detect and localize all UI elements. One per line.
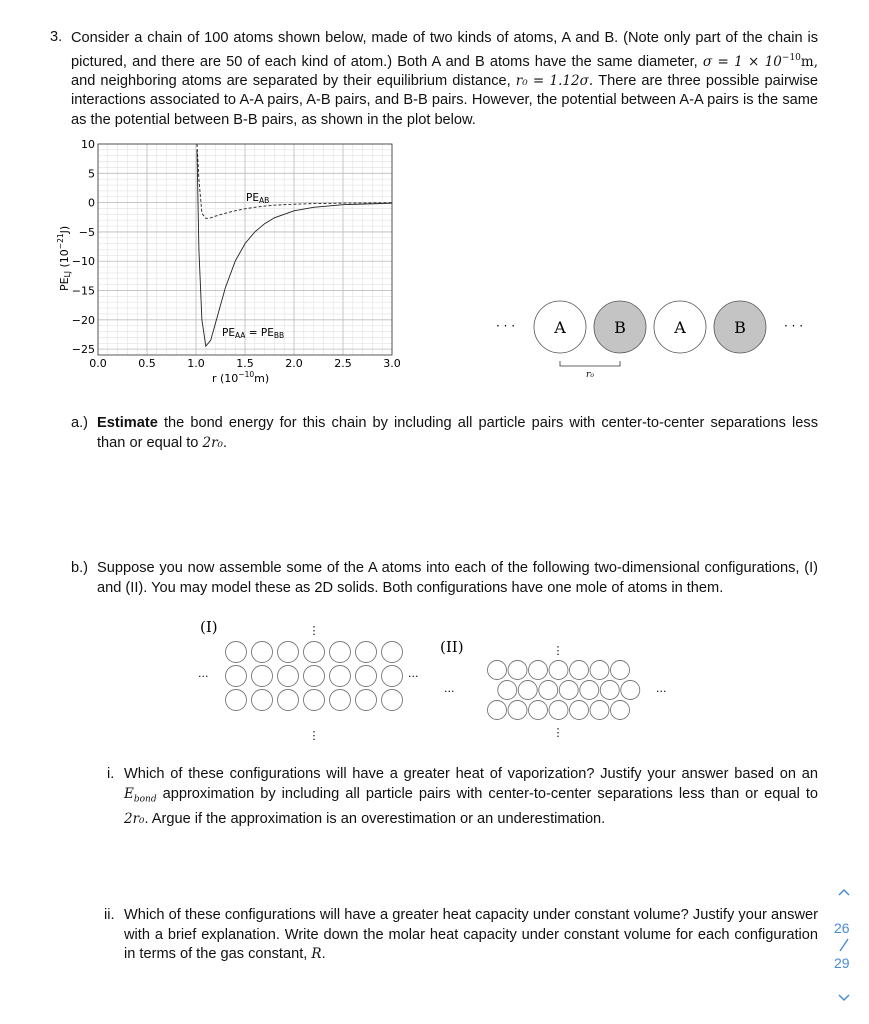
config-II-dots-left: ··· xyxy=(444,685,455,698)
y-axis-label: PELJ $(10^{-21}J)$ xyxy=(56,225,72,291)
chain-ellipsis-left: · · · xyxy=(496,319,516,333)
atom-2 xyxy=(594,301,646,353)
atom-circle xyxy=(529,661,548,680)
r0-equation: r₀ = 1.12σ. xyxy=(515,72,594,89)
page-current: 26 xyxy=(834,920,850,936)
x-tick-label: 1.5 xyxy=(236,357,254,370)
hex-lattice xyxy=(488,661,640,720)
y-tick-label: −5 xyxy=(78,225,95,239)
atom-3 xyxy=(654,301,706,353)
intro-text-1: Consider a chain of 100 atoms shown below, made of two kinds of atoms, A and B. (Note only part of the chain is pictured, and there are 50 of each kind of atom.) Both A and B atoms have the same diameter, xyxy=(71,30,818,70)
atom-circle xyxy=(252,642,273,663)
atom-circle xyxy=(356,666,377,687)
svg-text:B: B xyxy=(734,318,746,337)
annotation-pe-aa-bb: PEAA = PEBB xyxy=(222,327,285,340)
atom-circle xyxy=(508,661,527,680)
atom-circle xyxy=(304,642,325,663)
atom-circle xyxy=(356,642,377,663)
r0-bracket xyxy=(560,361,620,366)
chevron-down-icon xyxy=(837,993,851,1003)
atom-circle xyxy=(226,642,247,663)
atom-circle xyxy=(518,681,537,700)
config-I-dots-left: ··· xyxy=(198,670,209,683)
config-I-dots-bottom: ⋮ xyxy=(308,729,320,742)
atom-1 xyxy=(534,301,586,353)
potential-chart xyxy=(50,133,410,385)
atom-circle xyxy=(611,701,630,720)
atom-circle xyxy=(539,681,558,700)
x-axis-label: r $(10^{-10}m)$ xyxy=(212,370,270,385)
intro-text-2: and neighboring atoms are separated by their equilibrium distance, xyxy=(71,72,511,89)
atom-circle xyxy=(488,661,507,680)
y-tick-label: 0 xyxy=(88,196,95,210)
y-tick-label: 5 xyxy=(88,167,95,181)
config-I-dots-right: ··· xyxy=(408,670,419,683)
page-up-button[interactable] xyxy=(836,884,852,898)
atom-circle xyxy=(356,690,377,711)
atom-circle xyxy=(508,701,527,720)
atom-circle xyxy=(498,681,517,700)
atom-circle xyxy=(278,690,299,711)
part-a-end: . xyxy=(222,434,228,451)
configurations-figure xyxy=(190,608,690,750)
atom-circle xyxy=(611,661,630,680)
chart-y-ticks xyxy=(72,138,95,356)
atom-circle xyxy=(304,690,325,711)
atom-circle xyxy=(488,701,507,720)
sigma-exponent: −10 xyxy=(781,52,801,63)
atom-circle xyxy=(252,666,273,687)
chain-figure xyxy=(488,295,818,380)
atom-circle xyxy=(330,690,351,711)
part-ii-body-2: . xyxy=(321,946,326,962)
x-tick-label: 3.0 xyxy=(383,357,401,370)
part-i-ebond: $E_{bond}$ xyxy=(124,785,157,805)
atom-circle xyxy=(226,690,247,711)
part-a-bold: Estimate xyxy=(97,415,158,431)
part-i-label: i. xyxy=(107,766,115,782)
chevron-up-icon xyxy=(837,887,851,897)
atom-circle xyxy=(570,661,589,680)
atom-circle xyxy=(382,690,403,711)
part-b-label: b.) xyxy=(71,560,89,576)
part-ii-body-1: Which of these configurations will have a greater heat capacity under constant volume? Justify your answer with a brief explanation. Write down the molar heat capacity under constant volume for each configuration in terms of the gas constant, xyxy=(124,907,818,962)
intro-text-3: There are three possible pairwise interactions associated to A-A pairs, A-B pairs, and B-B pairs. However, the potential between A-A pairs is the same as the potential between B-B pairs, as shown in the plot below. xyxy=(71,72,819,128)
atom-circle xyxy=(621,681,640,700)
atom-circle xyxy=(278,666,299,687)
config-II-dots-top: ⋮ xyxy=(552,644,564,657)
part-ii-text xyxy=(124,906,818,965)
y-tick-label: −25 xyxy=(71,343,95,357)
atom-circle xyxy=(600,681,619,700)
atom-circle xyxy=(278,642,299,663)
part-a-math: 2r₀ xyxy=(202,434,223,451)
atom-circle xyxy=(580,681,599,700)
x-tick-label: 2.5 xyxy=(334,357,352,370)
problem-number: 3. xyxy=(50,29,63,45)
page-down-button[interactable] xyxy=(836,990,852,1004)
annotation-pe-ab: PEAB xyxy=(246,192,270,205)
atom-circle xyxy=(549,701,568,720)
problem-intro xyxy=(71,29,818,130)
part-i-body-1: Which of these configurations will have a greater heat of vaporization? Justify your answer based on an xyxy=(124,766,818,782)
part-a-text xyxy=(97,414,818,453)
part-ii-label: ii. xyxy=(104,907,115,923)
atom-circle xyxy=(252,690,273,711)
config-II-dots-right: ··· xyxy=(656,685,667,698)
atom-circle xyxy=(570,701,589,720)
atom-circle xyxy=(559,681,578,700)
r0-label: r₀ xyxy=(586,370,594,380)
config-II-label: (II) xyxy=(440,638,464,656)
svg-text:B: B xyxy=(614,318,626,337)
sigma-equation: σ = 1 × 10 xyxy=(702,53,782,70)
y-tick-label: −10 xyxy=(71,255,95,269)
atom-circle xyxy=(382,642,403,663)
y-tick-label: −15 xyxy=(71,284,95,298)
part-a-label: a.) xyxy=(71,415,89,431)
sigma-unit: m, xyxy=(800,53,818,70)
atom-circle xyxy=(529,701,548,720)
part-b-text: Suppose you now assemble some of the A atoms into each of the following two-dimensional configurations, (I) and (II). You may model these as 2D solids. Both configurations have one mole of atoms in them. xyxy=(97,560,818,596)
config-I-label: (I) xyxy=(200,618,218,636)
x-tick-label: 1.0 xyxy=(187,357,205,370)
config-II-dots-bottom: ⋮ xyxy=(552,726,564,739)
x-tick-label: 0.5 xyxy=(138,357,156,370)
page-total: 29 xyxy=(834,955,850,971)
chart-x-ticks xyxy=(89,357,401,370)
atom-circle xyxy=(590,701,609,720)
part-ii-math: R xyxy=(311,946,322,962)
atom-circle xyxy=(330,666,351,687)
atom-circle xyxy=(590,661,609,680)
atom-circle xyxy=(304,666,325,687)
atom-circle xyxy=(549,661,568,680)
svg-text:A: A xyxy=(674,318,686,337)
part-i-body-2: approximation by including all particle pairs with center-to-center separations less than or equal to xyxy=(156,785,818,802)
part-a-body: the bond energy for this chain by including all particle pairs with center-to-center separations less than or equal to xyxy=(97,415,818,451)
atom-circle xyxy=(226,666,247,687)
page-separator-icon xyxy=(838,937,850,953)
config-I-dots-top: ⋮ xyxy=(308,624,320,637)
y-tick-label: −20 xyxy=(71,313,95,327)
svg-text:A: A xyxy=(554,318,566,337)
x-tick-label: 0.0 xyxy=(89,357,107,370)
x-tick-label: 2.0 xyxy=(285,357,303,370)
square-lattice xyxy=(226,642,403,711)
part-i-text xyxy=(124,765,818,829)
atom-4 xyxy=(714,301,766,353)
y-tick-label: 10 xyxy=(81,138,95,151)
part-i-math: 2r₀ xyxy=(124,810,145,827)
atom-circle xyxy=(330,642,351,663)
part-i-body-3: . Argue if the approximation is an overestimation or an underestimation. xyxy=(144,810,606,827)
chain-ellipsis-right: · · · xyxy=(784,319,804,333)
atom-circle xyxy=(382,666,403,687)
